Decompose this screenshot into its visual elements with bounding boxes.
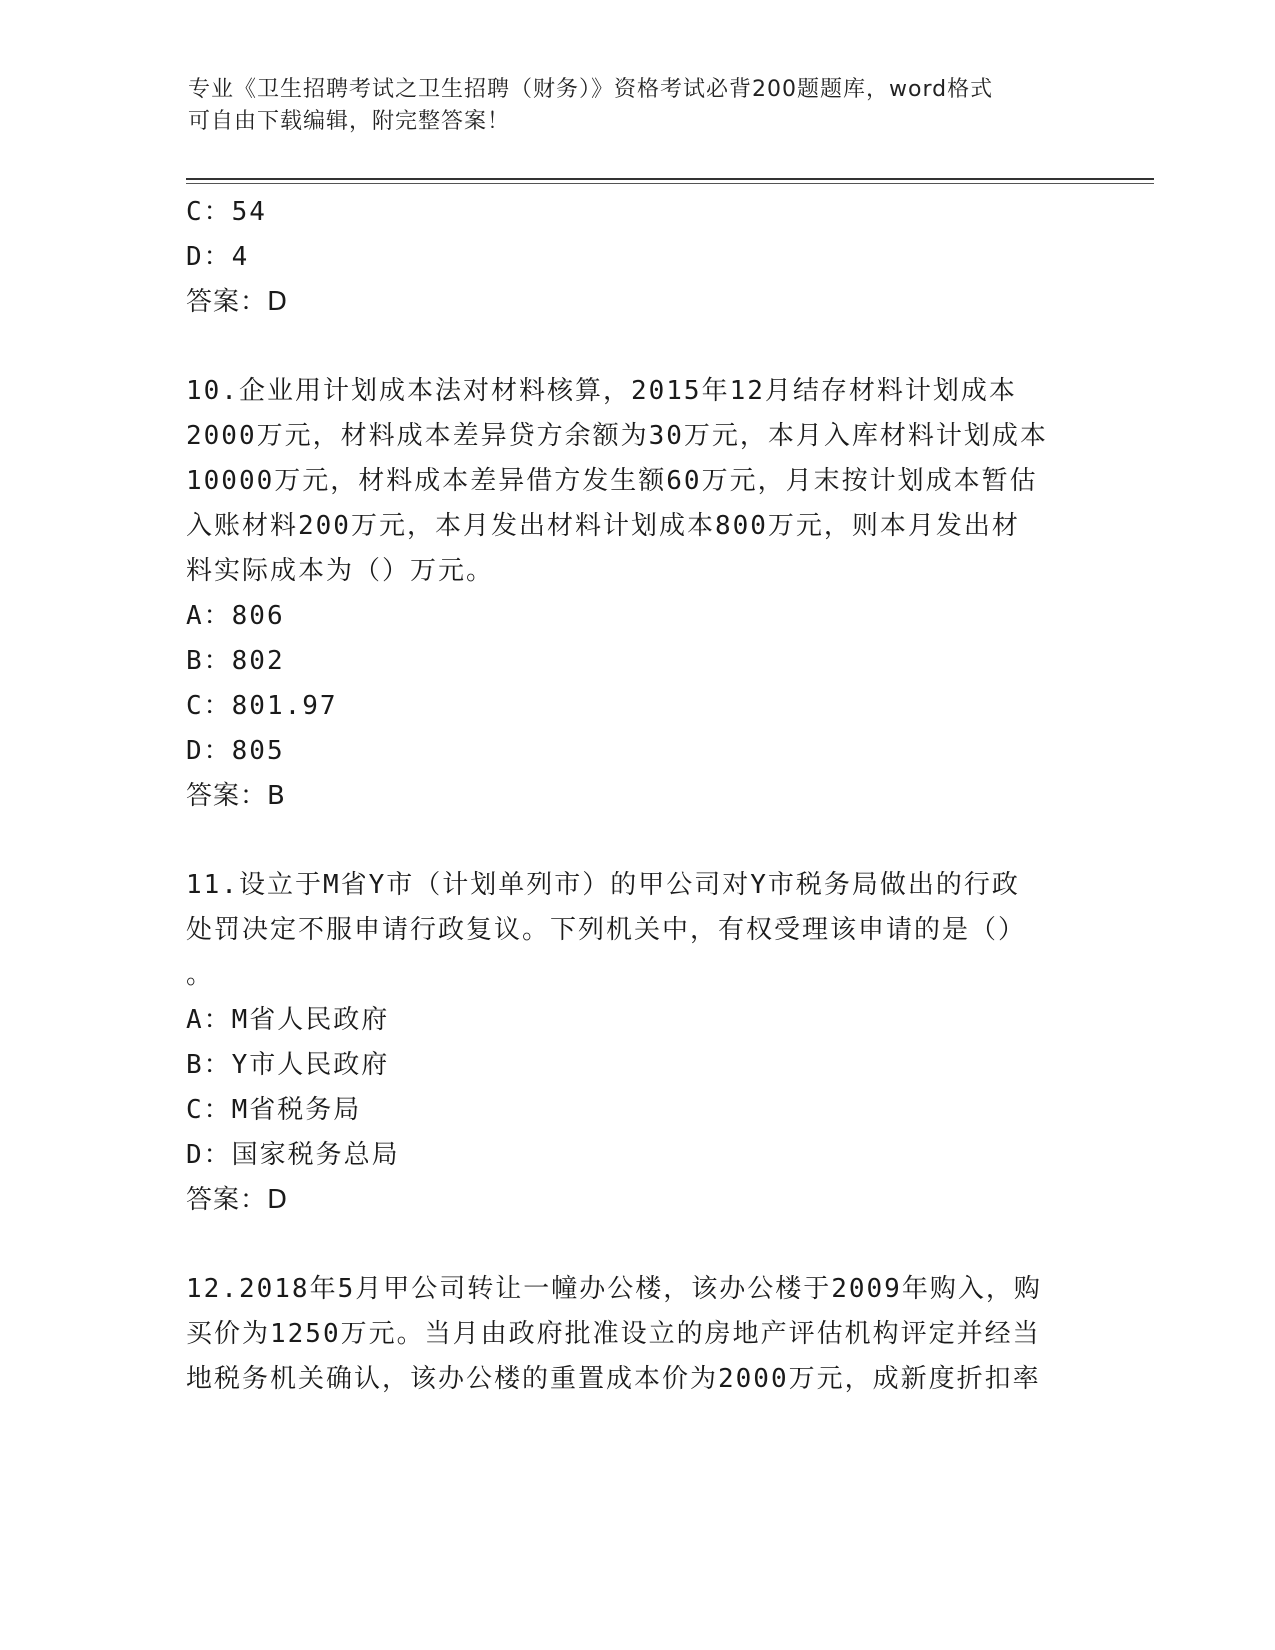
header-divider-thick [186,178,1154,180]
question-text-line: 地税务机关确认，该办公楼的重置成本价为2000万元，成新度折扣率 [186,1364,1041,1394]
question-12 [186,1267,1086,1402]
document-body [186,190,1086,1402]
page-header [188,74,1088,138]
answer-line: 答案：D [186,287,289,317]
question-text-line: 入账材料200万元，本月发出材料计划成本800万元，则本月发出材 [186,511,1020,541]
option-b: B：802 [186,646,285,676]
header-title-line-2: 可自由下载编辑，附完整答案！ [188,109,511,134]
question-text-line: 10000万元，材料成本差异借方发生额60万元，月末按计划成本暂估 [186,466,1038,496]
question-text-line: 12.2018年5月甲公司转让一幢办公楼，该办公楼于2009年购入，购 [186,1274,1042,1304]
option-c: C：801.97 [186,691,338,721]
option-a: A：806 [186,601,285,631]
question-text-line: 。 [186,960,215,990]
question-text-line: 10.企业用计划成本法对材料核算，2015年12月结存材料计划成本 [186,376,1017,406]
question-10 [186,369,1086,819]
option-d: D：国家税务总局 [186,1140,400,1170]
header-divider-thin [186,183,1154,184]
question-11 [186,863,1086,1223]
question-text-line: 买价为1250万元。当月由政府批准设立的房地产评估机构评定并经当 [186,1319,1041,1349]
question-9-tail [186,190,1086,325]
answer-line: 答案：D [186,1185,289,1215]
question-text-line: 2000万元，材料成本差异贷方余额为30万元，本月入库材料计划成本 [186,421,1048,451]
option-c: C：M省税务局 [186,1095,362,1125]
header-title-line-1: 专业《卫生招聘考试之卫生招聘（财务）》资格考试必背200题题库，word格式 [188,77,994,102]
answer-line: 答案：B [186,781,286,811]
option-a: A：M省人民政府 [186,1005,390,1035]
option-d: D：805 [186,736,285,766]
option-d: D：4 [186,242,250,272]
question-text-line: 11.设立于M省Y市（计划单列市）的甲公司对Y市税务局做出的行政 [186,870,1020,900]
option-c: C：54 [186,197,267,227]
option-b: B：Y市人民政府 [186,1050,390,1080]
question-text-line: 处罚决定不服申请行政复议。下列机关中，有权受理该申请的是（） [186,915,1027,945]
question-text-line: 料实际成本为（）万元。 [186,556,495,586]
